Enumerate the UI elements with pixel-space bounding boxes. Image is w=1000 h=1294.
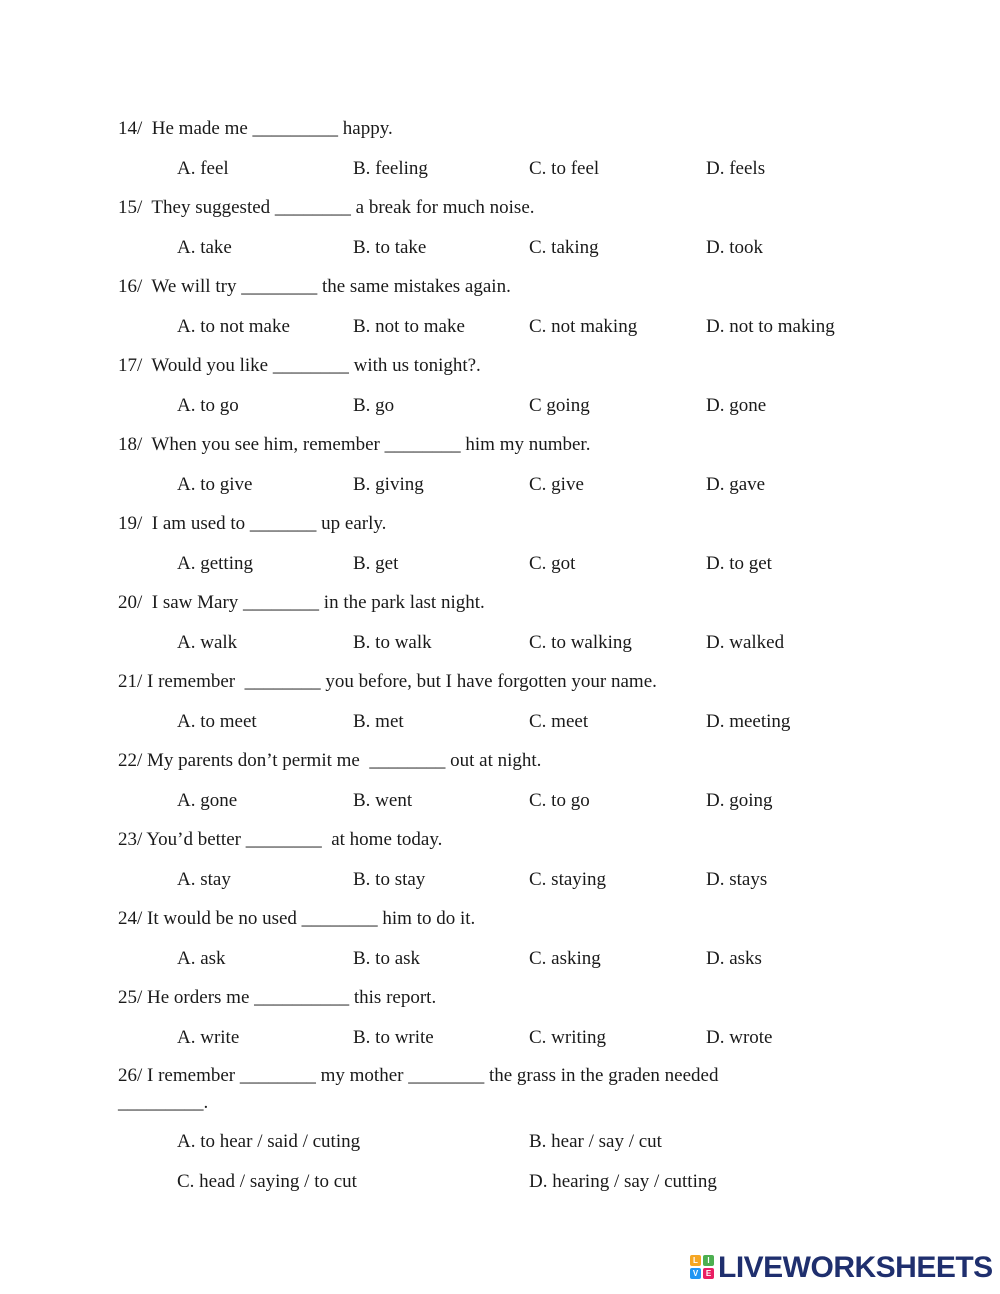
answer-option-b[interactable]: B. went <box>353 790 413 811</box>
question-stem: 18/ When you see him, remember ________ him my number. <box>118 434 591 455</box>
answer-option-d[interactable]: D. to get <box>706 553 772 574</box>
answer-option-b[interactable]: B. to stay <box>353 869 426 890</box>
answer-option-c[interactable]: C. meet <box>529 711 589 732</box>
answer-options-row <box>177 395 957 421</box>
answer-options-row <box>177 1027 957 1053</box>
answer-option-d[interactable]: D. going <box>706 790 773 811</box>
answer-option-c[interactable]: C. taking <box>529 237 599 258</box>
answer-option-d[interactable]: D. stays <box>706 869 768 890</box>
answer-option-c[interactable]: C. to feel <box>529 158 600 179</box>
answer-options-row <box>177 711 957 737</box>
answer-option-d[interactable]: D. asks <box>706 948 762 969</box>
question-26-option-d[interactable]: D. hearing / say / cutting <box>529 1171 717 1192</box>
answer-option-c[interactable]: C. to go <box>529 790 590 811</box>
answer-option-b[interactable]: B. get <box>353 553 399 574</box>
answer-options-row <box>177 553 957 579</box>
answer-option-a[interactable]: A. to not make <box>177 316 290 337</box>
logo-block-e: E <box>703 1268 714 1279</box>
question-stem: 15/ They suggested ________ a break for much noise. <box>118 197 535 218</box>
answer-option-a[interactable]: A. take <box>177 237 232 258</box>
answer-option-c[interactable]: C. asking <box>529 948 601 969</box>
answer-option-a[interactable]: A. getting <box>177 553 253 574</box>
question-26-option-b[interactable]: B. hear / say / cut <box>529 1131 662 1152</box>
answer-options-row <box>177 948 957 974</box>
answer-option-a[interactable]: A. to give <box>177 474 253 495</box>
answer-option-d[interactable]: D. meeting <box>706 711 791 732</box>
answer-option-d[interactable]: D. feels <box>706 158 766 179</box>
answer-option-d[interactable]: D. took <box>706 237 763 258</box>
logo-block-v: V <box>690 1268 701 1279</box>
answer-option-d[interactable]: D. walked <box>706 632 785 653</box>
answer-option-c[interactable]: C going <box>529 395 590 416</box>
answer-option-b[interactable]: B. feeling <box>353 158 428 179</box>
question-stem: 16/ We will try ________ the same mistakes again. <box>118 276 511 297</box>
answer-options-row <box>177 474 957 500</box>
answer-option-a[interactable]: A. stay <box>177 869 231 890</box>
logo-blocks-icon <box>690 1255 716 1281</box>
question-stem: 23/ You’d better ________ at home today. <box>118 829 443 850</box>
question-26-option-c[interactable]: C. head / saying / to cut <box>177 1171 357 1192</box>
answer-option-a[interactable]: A. to go <box>177 395 239 416</box>
answer-option-a[interactable]: A. write <box>177 1027 240 1048</box>
question-stem: 25/ He orders me __________ this report. <box>118 987 437 1008</box>
question-stem: 17/ Would you like ________ with us tonight?. <box>118 355 481 376</box>
answer-option-a[interactable]: A. walk <box>177 632 238 653</box>
question-stem: 14/ He made me _________ happy. <box>118 118 393 139</box>
answer-option-b[interactable]: B. to write <box>353 1027 434 1048</box>
answer-options-row <box>177 158 957 184</box>
answer-options-row <box>177 237 957 263</box>
answer-option-a[interactable]: A. ask <box>177 948 226 969</box>
question-26-option-a[interactable]: A. to hear / said / cuting <box>177 1131 361 1152</box>
answer-option-c[interactable]: C. to walking <box>529 632 632 653</box>
answer-option-b[interactable]: B. to walk <box>353 632 432 653</box>
answer-options-row <box>177 316 957 342</box>
answer-option-d[interactable]: D. gave <box>706 474 766 495</box>
answer-option-a[interactable]: A. gone <box>177 790 238 811</box>
question-stem: 24/ It would be no used ________ him to do it. <box>118 908 476 929</box>
answer-option-b[interactable]: B. to ask <box>353 948 421 969</box>
answer-option-b[interactable]: B. not to make <box>353 316 465 337</box>
answer-option-d[interactable]: D. gone <box>706 395 767 416</box>
question-stem: 21/ I remember ________ you before, but I have forgotten your name. <box>118 671 657 692</box>
question-26-stem-line2: _________. <box>118 1092 209 1113</box>
answer-option-b[interactable]: B. to take <box>353 237 427 258</box>
question-stem: 22/ My parents don’t permit me ________ out at night. <box>118 750 542 771</box>
answer-option-b[interactable]: B. go <box>353 395 395 416</box>
logo-block-l: L <box>690 1255 701 1266</box>
answer-option-c[interactable]: C. not making <box>529 316 638 337</box>
question-stem: 20/ I saw Mary ________ in the park last night. <box>118 592 485 613</box>
answer-options-row <box>177 632 957 658</box>
answer-option-c[interactable]: C. give <box>529 474 584 495</box>
answer-option-b[interactable]: B. giving <box>353 474 424 495</box>
answer-options-row <box>177 790 957 816</box>
answer-options-row <box>177 869 957 895</box>
answer-option-c[interactable]: C. staying <box>529 869 607 890</box>
question-stem: 19/ I am used to _______ up early. <box>118 513 387 534</box>
answer-option-d[interactable]: D. not to making <box>706 316 835 337</box>
answer-option-b[interactable]: B. met <box>353 711 404 732</box>
question-26-stem-line1: 26/ I remember ________ my mother ________ the grass in the graden needed <box>118 1065 719 1086</box>
answer-option-c[interactable]: C. got <box>529 553 576 574</box>
answer-option-a[interactable]: A. feel <box>177 158 229 179</box>
answer-option-c[interactable]: C. writing <box>529 1027 607 1048</box>
answer-option-a[interactable]: A. to meet <box>177 711 257 732</box>
logo-block-i: I <box>703 1255 714 1266</box>
liveworksheets-logo <box>690 1251 993 1285</box>
answer-option-d[interactable]: D. wrote <box>706 1027 773 1048</box>
logo-text: LIVEWORKSHEETS <box>718 1251 993 1284</box>
